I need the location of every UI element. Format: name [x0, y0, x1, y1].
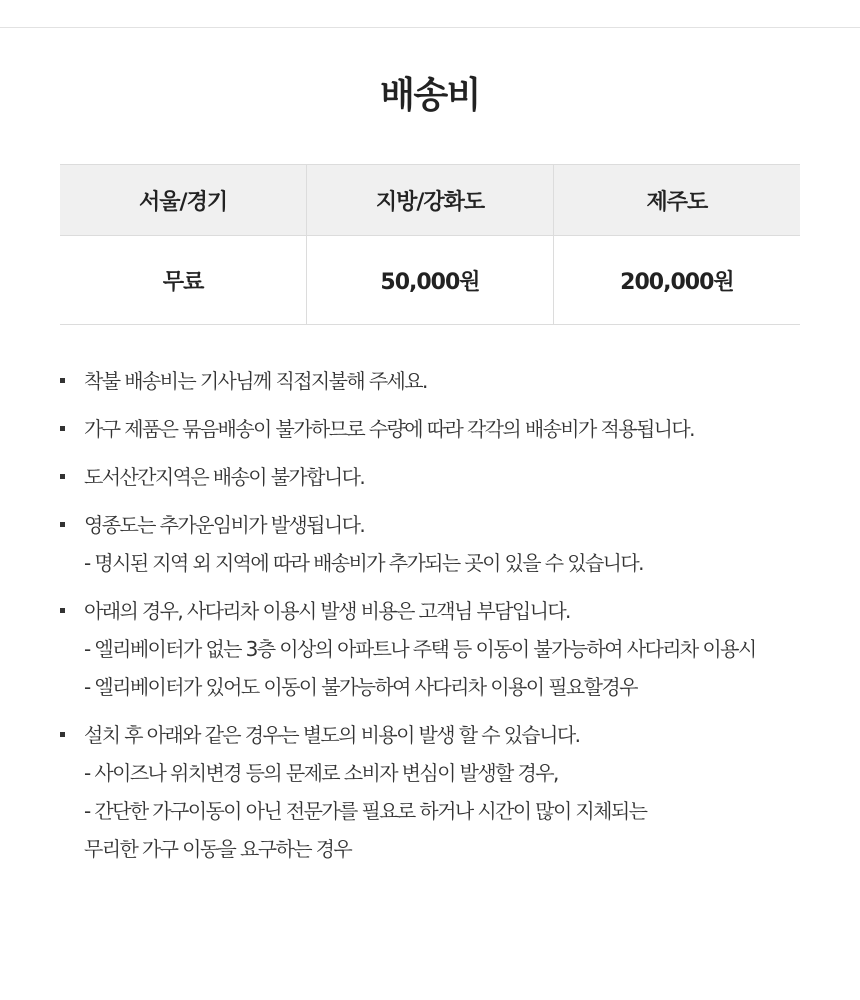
note-subtext: - 명시된 지역 외 지역에 따라 배송비가 추가되는 곳이 있을 수 있습니다.	[84, 551, 643, 575]
shipping-fee-table	[60, 164, 800, 325]
note-text: 설치 후 아래와 같은 경우는 별도의 비용이 발생 할 수 있습니다.	[84, 723, 580, 747]
list-item	[60, 716, 850, 868]
fee-seoul-gyeonggi: 무료	[60, 236, 307, 325]
bullet-icon	[60, 608, 65, 613]
list-item	[60, 506, 850, 582]
note-text: 영종도는 추가운임비가 발생됩니다.	[84, 513, 365, 537]
bullet-icon	[60, 474, 65, 479]
bullet-icon	[60, 522, 65, 527]
shipping-notes-list	[60, 362, 850, 878]
page-title: 배송비	[380, 75, 480, 116]
fee-region-ganghwa: 50,000원	[307, 236, 554, 325]
top-divider	[0, 27, 860, 28]
header-jeju: 제주도	[553, 165, 800, 236]
note-subtext: 무리한 가구 이동을 요구하는 경우	[84, 837, 352, 861]
list-item	[60, 592, 850, 706]
table-header-row	[60, 165, 800, 236]
note-subtext: - 엘리베이터가 없는 3층 이상의 아파트나 주택 등 이동이 불가능하여 사다리차 이용시	[84, 637, 756, 661]
bullet-icon	[60, 732, 65, 737]
note-text: 도서산간지역은 배송이 불가합니다.	[84, 465, 365, 489]
note-subtext: - 사이즈나 위치변경 등의 문제로 소비자 변심이 발생할 경우,	[84, 761, 558, 785]
table-row	[60, 236, 800, 325]
note-subtext: - 간단한 가구이동이 아닌 전문가를 필요로 하거나 시간이 많이 지체되는	[84, 799, 647, 823]
note-text: 착불 배송비는 기사님께 직접지불해 주세요.	[84, 369, 427, 393]
bullet-icon	[60, 378, 65, 383]
header-seoul-gyeonggi: 서울/경기	[60, 165, 307, 236]
note-subtext: - 엘리베이터가 있어도 이동이 불가능하여 사다리차 이용이 필요할경우	[84, 675, 637, 699]
note-text: 아래의 경우, 사다리차 이용시 발생 비용은 고객님 부담입니다.	[84, 599, 570, 623]
list-item	[60, 362, 850, 400]
list-item	[60, 410, 850, 448]
bullet-icon	[60, 426, 65, 431]
fee-jeju: 200,000원	[553, 236, 800, 325]
note-text: 가구 제품은 묶음배송이 불가하므로 수량에 따라 각각의 배송비가 적용됩니다.	[84, 417, 694, 441]
header-region-ganghwa: 지방/강화도	[307, 165, 554, 236]
list-item	[60, 458, 850, 496]
